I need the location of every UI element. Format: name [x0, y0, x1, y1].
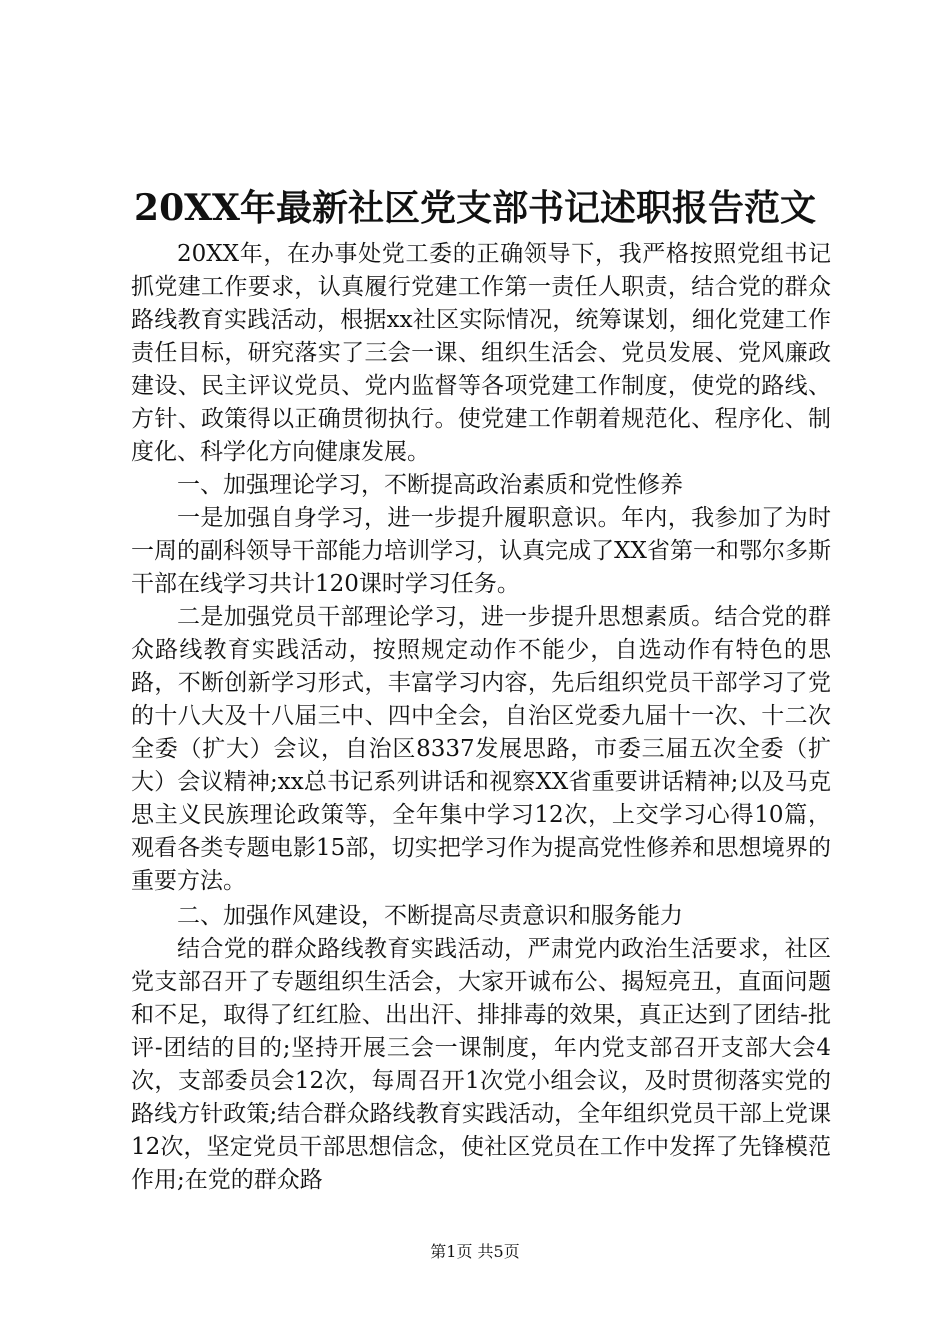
section-1-paragraph-2: 二是加强党员干部理论学习，进一步提升思想素质。结合党的群众路线教育实践活动，按照规定动作不能少，自选动作有特色的思路，不断创新学习形式，丰富学习内容，先后组织党员干部学习了党的十八大及十八届三中、四中全会，自治区党委九届十一次、十二次全委（扩大）会议，自治区8337发展思路，市委三届五次全委（扩大）会议精神;xx总书记系列讲话和视察XX省重要讲话精神;以及马克思主义民族理论政策等，全年集中学习12次，上交学习心得10篇，观看各类专题电影15部，切实把学习作为提高党性修养和思想境界的重要方法。: [131, 604, 831, 894]
section-2-heading: 二、加强作风建设，不断提高尽责意识和服务能力: [177, 903, 683, 929]
intro-paragraph: 20XX年，在办事处党工委的正确领导下，我严格按照党组书记抓党建工作要求，认真履行党建工作第一责任人职责，结合党的群众路线教育实践活动，根据xx社区实际情况，统筹谋划，细化党建工作责任目标，研究落实了三会一课、组织生活会、党员发展、党风廉政建设、民主评议党员、党内监督等各项党建工作制度，使党的路线、方针、政策得以正确贯彻执行。使党建工作朝着规范化、程序化、制度化、科学化方向健康发展。: [131, 241, 831, 465]
section-1: [131, 238, 831, 898]
section-1-paragraph-1: 一是加强自身学习，进一步提升履职意识。年内，我参加了为时一周的副科领导干部能力培训学习，认真完成了XX省第一和鄂尔多斯干部在线学习共计120课时学习任务。: [131, 505, 831, 597]
section-2: [131, 900, 831, 1197]
section-1-heading: 一、加强理论学习，不断提高政治素质和党性修养: [177, 472, 683, 498]
section-2-paragraph-1: 结合党的群众路线教育实践活动，严肃党内政治生活要求，社区党支部召开了专题组织生活会，大家开诚布公、揭短亮丑，直面问题和不足，取得了红红脸、出出汗、排排毒的效果，真正达到了团结-批评-团结的目的;坚持开展三会一课制度，年内党支部召开支部大会4次，支部委员会12次，每周召开1次党小组会议，及时贯彻落实党的路线方针政策;结合群众路线教育实践活动，全年组织党员干部上党课12次，坚定党员干部思想信念，使社区党员在工作中发挥了先锋模范作用;在党的群众路: [131, 936, 831, 1193]
document-title: 20XX年最新社区党支部书记述职报告范文: [134, 187, 816, 229]
page-footer: 第1页 共5页: [430, 1242, 520, 1261]
